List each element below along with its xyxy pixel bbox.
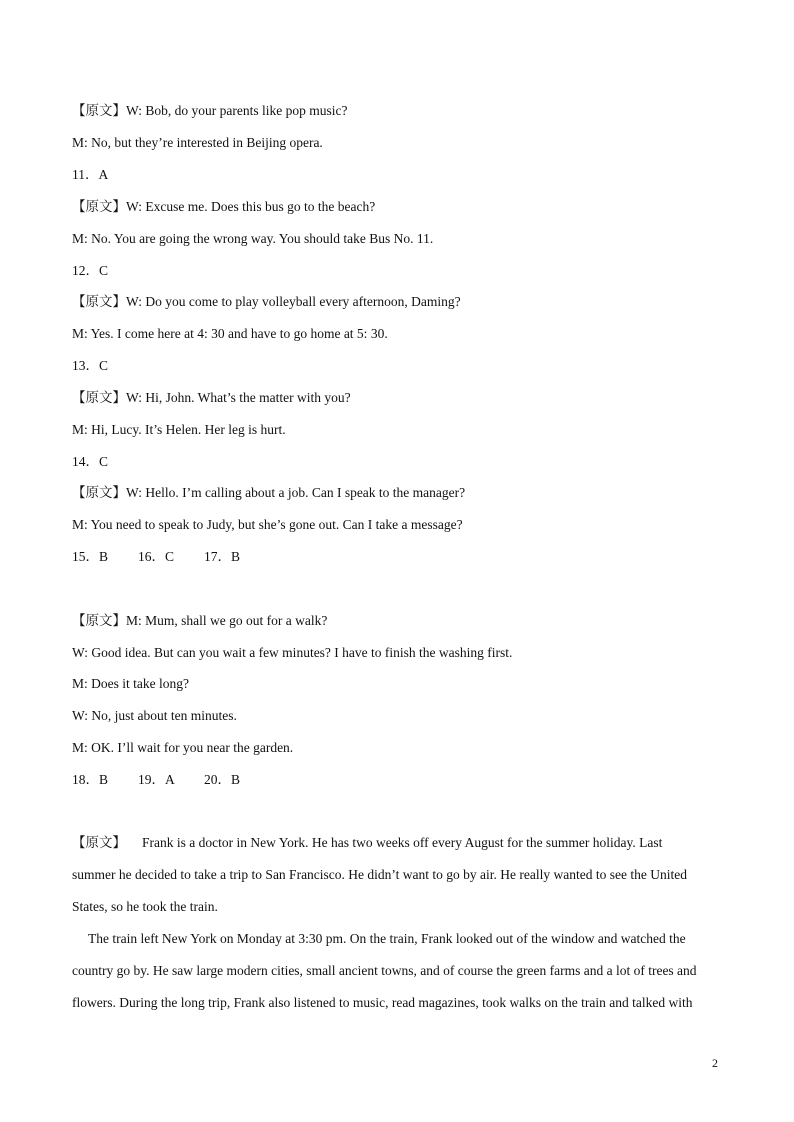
transcript-text: M: No, but they’re interested in Beijing opera. (72, 135, 323, 150)
transcript-line-1 (72, 103, 347, 119)
transcript-line-12 (72, 645, 512, 661)
passage-text: Frank is a doctor in New York. He has two weeks off every August for the summer holiday. Last (142, 835, 663, 850)
passage-line (72, 963, 732, 995)
transcript-text: W: Do you come to play volleyball every afternoon, Daming? (126, 294, 461, 309)
transcript-text: M: You need to speak to Judy, but she’s gone out. Can I take a message? (72, 517, 463, 532)
answer-line (72, 167, 108, 183)
transcript-text: W: Excuse me. Does this bus go to the beach? (126, 199, 376, 214)
transcript-line-9 (72, 485, 465, 501)
transcript-line-5 (72, 294, 461, 310)
answer-group-15-17 (72, 549, 240, 565)
transcript-text: M: Does it take long? (72, 676, 189, 691)
transcript-line-15 (72, 740, 293, 756)
transcript-line-7 (72, 390, 351, 406)
transcript-text: W: Hello. I’m calling about a job. Can I speak to the manager? (126, 485, 466, 500)
passage-line (72, 931, 732, 963)
answer-11: 11．A (72, 167, 109, 182)
answer-15: 15．B (72, 549, 109, 564)
transcript-text: M: Mum, shall we go out for a walk? (126, 613, 328, 628)
passage-text: flowers. During the long trip, Frank also listened to music, read magazines, took walks on the train and talked with (72, 995, 693, 1010)
answer-13: 13．C (72, 358, 109, 373)
passage-text: country go by. He saw large modern cities, small ancient towns, and of course the green farms and a lot of trees and (72, 963, 697, 978)
transcript-text: W: Bob, do your parents like pop music? (126, 103, 348, 118)
answer-12: 12．C (72, 263, 109, 278)
passage-text: summer he decided to take a trip to San Francisco. He didn’t want to go by air. He really wanted to see the United (72, 867, 687, 882)
passage-line (72, 899, 732, 931)
answer-20: 20．B (204, 772, 241, 787)
passage-line (72, 867, 732, 899)
transcript-line-14 (72, 708, 237, 724)
answer-17: 17．B (204, 549, 241, 564)
transcript-text: W: No, just about ten minutes. (72, 708, 237, 723)
source-tag: 【原文】 (72, 103, 126, 118)
transcript-line-6 (72, 326, 388, 342)
transcript-text: W: Hi, John. What’s the matter with you? (126, 390, 351, 405)
transcript-line-2 (72, 135, 323, 151)
transcript-line-4 (72, 231, 433, 247)
answer-16: 16．C (138, 549, 175, 564)
answer-line (72, 454, 108, 470)
answer-18: 18．B (72, 772, 109, 787)
source-tag: 【原文】 (72, 390, 126, 405)
transcript-line-10 (72, 517, 463, 533)
source-tag: 【原文】 (72, 294, 126, 309)
transcript-text: M: OK. I’ll wait for you near the garden. (72, 740, 294, 755)
transcript-line-13 (72, 676, 189, 692)
transcript-line-11 (72, 613, 327, 629)
passage-line (72, 835, 732, 867)
answer-line (72, 358, 108, 374)
source-tag: 【原文】 (72, 199, 126, 214)
passage-text: States, so he took the train. (72, 899, 218, 914)
answer-19: 19．A (138, 772, 175, 787)
passage (72, 835, 732, 1027)
transcript-text: M: Yes. I come here at 4: 30 and have to go home at 5: 30. (72, 326, 388, 341)
page-number: 2 (712, 1056, 718, 1070)
source-tag: 【原文】 (72, 613, 126, 628)
transcript-text: W: Good idea. But can you wait a few minutes? I have to finish the washing first. (72, 645, 513, 660)
passage-line (72, 995, 732, 1027)
transcript-text: M: No. You are going the wrong way. You should take Bus No. 11. (72, 231, 434, 246)
answer-14: 14．C (72, 454, 109, 469)
transcript-line-8 (72, 422, 286, 438)
source-tag: 【原文】 (72, 485, 126, 500)
answer-group-18-20 (72, 772, 240, 788)
answer-line (72, 263, 108, 279)
transcript-line-3 (72, 199, 375, 215)
transcript-text: M: Hi, Lucy. It’s Helen. Her leg is hurt. (72, 422, 286, 437)
passage-text: The train left New York on Monday at 3:30 pm. On the train, Frank looked out of the window and watched the (88, 931, 686, 946)
source-tag: 【原文】 (72, 835, 126, 850)
